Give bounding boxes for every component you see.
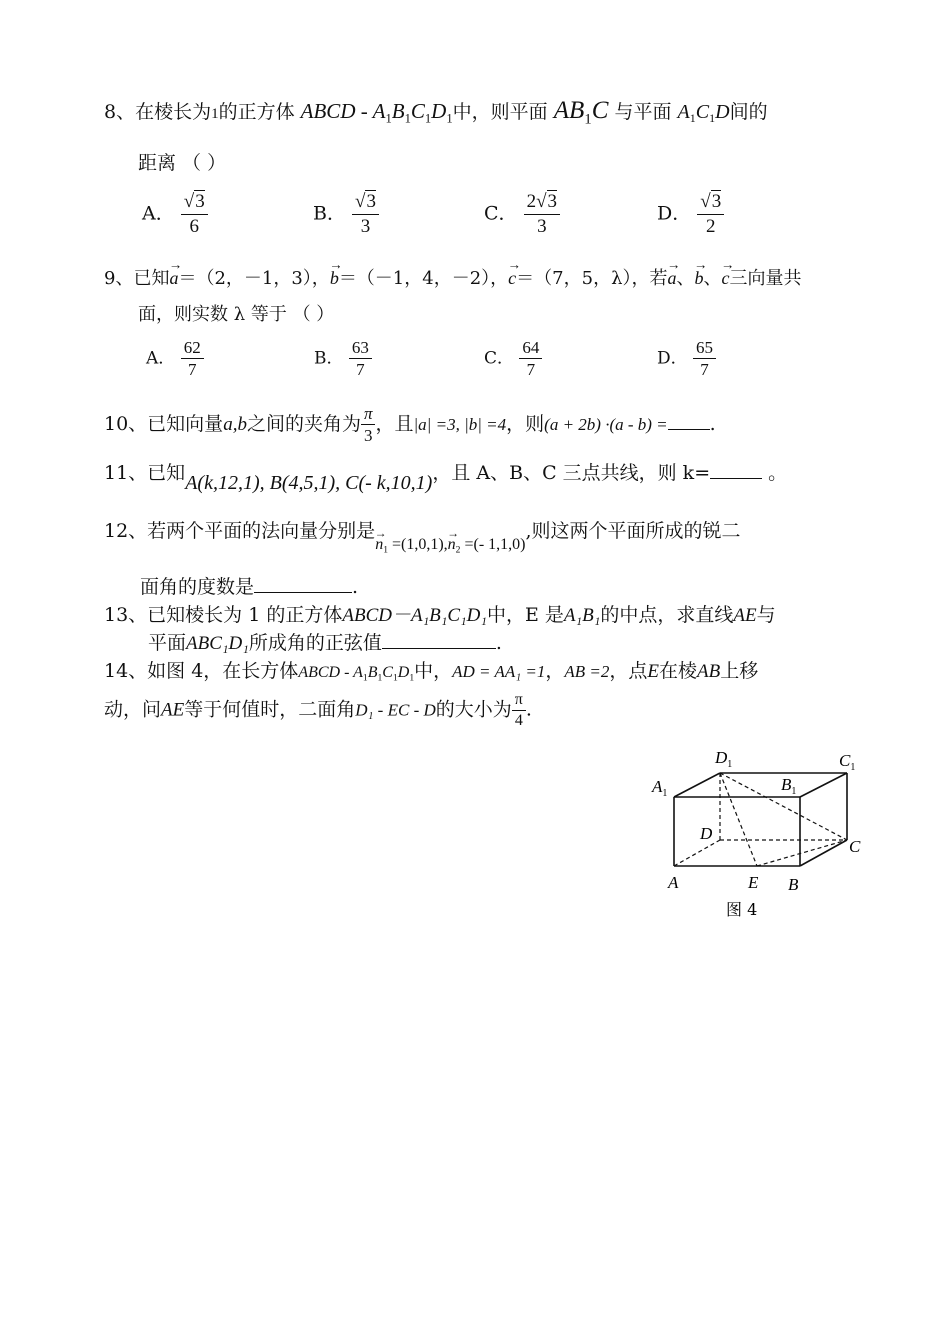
q13-a1b1: A₁B₁ — [563, 605, 601, 626]
q14-line2 — [104, 690, 532, 731]
option-label: B． — [314, 348, 344, 369]
q14-text: 的大小为 — [435, 698, 512, 721]
fraction: $\frac{√3}{6}$ — [181, 190, 208, 239]
q9-b-value: ＝（－1，4，－2）， — [338, 268, 509, 289]
q13-text: 的中点，求直线 — [600, 604, 734, 626]
q9-line1 — [104, 264, 801, 290]
q8-option-b — [313, 190, 379, 239]
q14-text: 上移 — [720, 660, 759, 682]
label-d: D — [700, 824, 713, 843]
label-d1: $D_1$ — [715, 748, 733, 770]
vector-a: → a — [169, 268, 178, 289]
option-label: C． — [484, 348, 515, 369]
q9-tail: 三向量共 — [729, 268, 802, 289]
q14-ae: AE — [161, 699, 185, 721]
label-c1: $C_1$ — [839, 751, 856, 773]
q14-line1 — [104, 656, 758, 683]
q11-points: A(k,12,1), B(4,5,1), C(- k,10,1) — [185, 472, 433, 494]
option-label: D． — [657, 348, 688, 369]
q10-mid2: ，且 — [375, 412, 414, 435]
option-label: B． — [313, 202, 346, 225]
fraction: $\frac{64}{7}$ — [519, 337, 542, 381]
period: . — [709, 412, 716, 435]
separator: 、 — [703, 268, 722, 289]
label-a: A — [668, 873, 679, 892]
q10-ab: a,b — [223, 413, 247, 435]
q8-prefix: 8、在棱长为 — [104, 101, 212, 123]
q9-option-b — [314, 337, 372, 381]
q11-mid: ，且 A、B、C 三点共线，则 k= — [432, 462, 711, 484]
q8-mid1: 的正方体 — [218, 101, 295, 123]
option-label: C． — [484, 202, 518, 225]
q13-text: 平面 — [148, 632, 187, 654]
q14-text: 等于何值时，二面角 — [184, 698, 356, 721]
label-e: E — [748, 873, 759, 892]
q13-answer-blank[interactable] — [382, 648, 496, 649]
q8-mid3: 与平面 — [614, 101, 672, 123]
figure-4 — [640, 740, 880, 930]
q11-answer-blank[interactable] — [710, 478, 762, 479]
q10-prefix: 10、已知向量 — [104, 412, 224, 435]
q12-prefix: 12、若两个平面的法向量分别是 — [104, 520, 376, 542]
period: . — [525, 698, 532, 721]
vector-b: → b — [330, 268, 339, 289]
q8-plane1: $AB_1C$ — [553, 97, 609, 128]
cuboid-diagram — [640, 740, 880, 930]
q8-option-c — [484, 190, 560, 239]
q9-line2: 面，则实数 λ 等于 （ ） — [138, 304, 335, 325]
q12-line1 — [104, 516, 741, 556]
q10-mid3: ，则 — [506, 412, 545, 435]
q12-normals: → $_{n_1 =(1,0,1),\to n_2 =(- 1,1,0)}$ — [375, 536, 525, 553]
q13-text: 与 — [756, 604, 776, 626]
fraction: $\frac{2√3}{3}$ — [524, 190, 560, 239]
q12-line2 — [140, 572, 358, 599]
figure-caption: 图 4 — [726, 900, 758, 919]
q12-line2-text: 面角的度数是 — [140, 576, 255, 598]
label-b1: $B_1$ — [781, 775, 797, 797]
q9-option-a — [146, 337, 204, 381]
fraction: $\frac{65}{7}$ — [693, 337, 716, 381]
q13-text: 所成角的正弦值 — [248, 632, 382, 654]
q14-text: 中， — [414, 660, 453, 682]
q14-text: 在棱 — [659, 660, 698, 682]
q10-line — [104, 403, 716, 447]
q13-text: 13、已知棱长为 1 的正方体 — [104, 604, 343, 626]
q14-text: 动，问 — [104, 698, 162, 721]
fraction: $\frac{√3}{3}$ — [352, 190, 379, 239]
q8-cube: ABCD - $A_1B_1C_1D_1$ — [300, 99, 453, 126]
label-c: C — [849, 837, 861, 856]
q13-line1 — [104, 600, 776, 627]
q13-line2 — [148, 628, 502, 655]
q14-cuboid: ABCD - $A_1B_1C_1D_1$ — [298, 664, 415, 684]
vector-c: → c — [508, 268, 516, 289]
q11-prefix: 11、已知 — [104, 462, 186, 484]
q14-text: ，点 — [609, 660, 648, 682]
q8-mid2: 中，则平面 — [452, 101, 548, 123]
q13-text: 中，E 是 — [487, 604, 564, 626]
q14-cond1: AD = AA₁ =1 — [452, 662, 546, 681]
q8-mid4: 间的 — [729, 101, 768, 123]
q8-line1 — [104, 97, 768, 128]
q10-answer-blank[interactable] — [668, 429, 710, 430]
q14-angle: D₁ - EC - D — [355, 700, 436, 720]
q12-answer-blank[interactable] — [254, 592, 352, 593]
q10-mid: 之间的夹角为 — [246, 412, 361, 435]
q12-tail: ,则这两个平面所成的锐二 — [525, 520, 741, 542]
period: . — [495, 632, 502, 654]
pi-over-three: $\frac{\pi}{3}$ — [361, 403, 376, 447]
q8-option-d — [657, 190, 724, 239]
q10-condition: |a| =3, |b| =4 — [413, 414, 507, 434]
q8-line2: 距离 （ ） — [138, 152, 227, 174]
q14-cond2: AB =2 — [564, 662, 610, 681]
fraction: $\frac{√3}{2}$ — [697, 190, 724, 239]
pi-over-four: $\frac{\pi}{4}$ — [512, 690, 526, 731]
q13-plane: ABC₁D₁ — [186, 633, 249, 654]
period: . — [352, 576, 359, 598]
comma: ， — [545, 660, 565, 682]
q14-e: E — [647, 661, 659, 682]
q14-ab: AB — [697, 661, 721, 682]
vector-b: → b — [694, 268, 703, 289]
q8-option-a — [142, 190, 208, 239]
separator: 、 — [676, 268, 695, 289]
q10-expression: (a + 2b) ·(a - b) = — [544, 414, 668, 434]
label-b: B — [788, 875, 799, 894]
option-label: D． — [657, 202, 692, 225]
q8-one: 1 — [211, 106, 219, 122]
period: 。 — [762, 462, 788, 484]
option-label: A． — [142, 202, 175, 225]
q9-prefix: 9、已知 — [104, 268, 170, 289]
q13-ae: AE — [733, 605, 757, 626]
fraction: $\frac{62}{7}$ — [181, 337, 204, 381]
q9-option-c — [484, 337, 542, 381]
vector-a: → a — [667, 268, 676, 289]
label-a1: $A_1$ — [652, 777, 668, 799]
q8-plane2: $A_1C_1D$ — [677, 101, 730, 126]
fraction: $\frac{63}{7}$ — [349, 337, 372, 381]
q11-line — [104, 458, 788, 494]
q13-cube: ABCD－A₁B₁C₁D₁ — [342, 605, 487, 626]
q9-option-d — [657, 337, 716, 381]
q9-a-value: ＝（2，－1，3）， — [178, 268, 330, 289]
q14-text: 14、如图 4，在长方体 — [104, 660, 299, 682]
option-label: A． — [146, 348, 176, 369]
q9-c-value: ＝（7，5，λ），若 — [516, 268, 668, 289]
vector-c: → c — [721, 268, 729, 289]
